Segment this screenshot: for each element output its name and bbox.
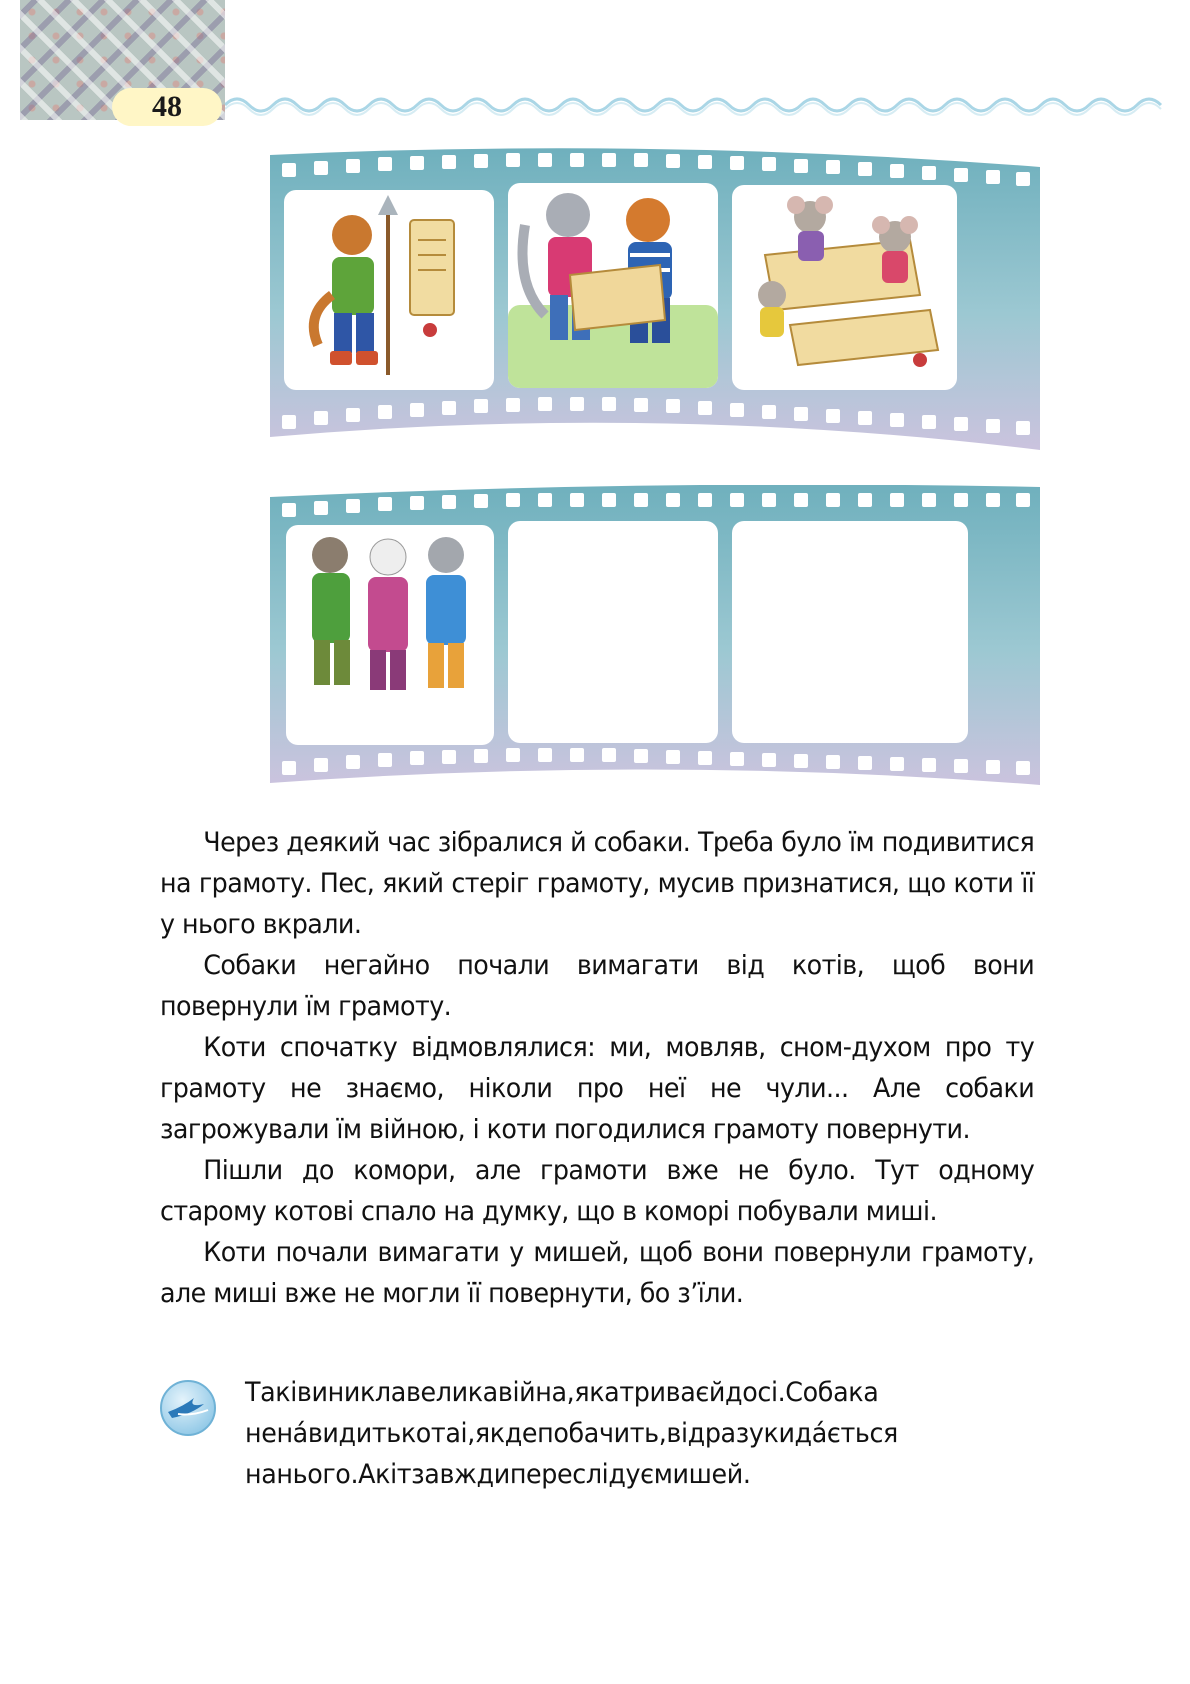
note-text	[245, 1372, 1044, 1495]
frame-three-dogs	[286, 525, 494, 745]
page-number-badge	[112, 88, 222, 126]
note-paragraph: Такiвиниклавеликавiйна,якатриваєйдосi.Собака ненáвидитькотаi,якдепобачить,вiдразукидáється нанього.Акiтзавждипереслiдуємишей.	[245, 1377, 898, 1490]
film-strip-bottom	[270, 485, 1040, 800]
frame-dog-guard	[284, 190, 494, 390]
empty-frame-1	[508, 521, 718, 743]
paragraph: Собаки негайно почали вимагати від котів, щоб вони повернули їм грамоту.	[160, 950, 1035, 1022]
swallow-bird-icon	[158, 1378, 218, 1438]
page-number: 48	[152, 90, 182, 123]
paragraph: Через деякий час зібралися й собаки. Треба було їм подивитися на грамоту. Пес, який стеріг грамоту, мусив признатися, що коти її у нього вкрали.	[160, 827, 1035, 940]
paragraph: Коти спочатку відмовлялися: ми, мовляв, сном-духом про ту грамоту не знаємо, ніколи про неї не чули... Але собаки загрожували їм війною, і коти погодилися грамоту повернути.	[160, 1032, 1035, 1145]
paragraph: Коти почали вимагати у мишей, щоб вони повернули грамоту, але миші вже не могли її повернути, бо з’їли.	[160, 1237, 1035, 1309]
frame-cats-with-scroll	[508, 183, 718, 388]
frame-mice-with-scrolls	[732, 185, 957, 390]
paragraph: Пішли до комори, але грамоти вже не було. Тут одному старому котові спало на думку, що в коморі побували миші.	[160, 1155, 1035, 1227]
empty-frame-2	[732, 521, 968, 743]
story-text	[160, 822, 1034, 1314]
film-strip-top	[270, 145, 1040, 460]
wavy-divider	[225, 90, 1175, 120]
